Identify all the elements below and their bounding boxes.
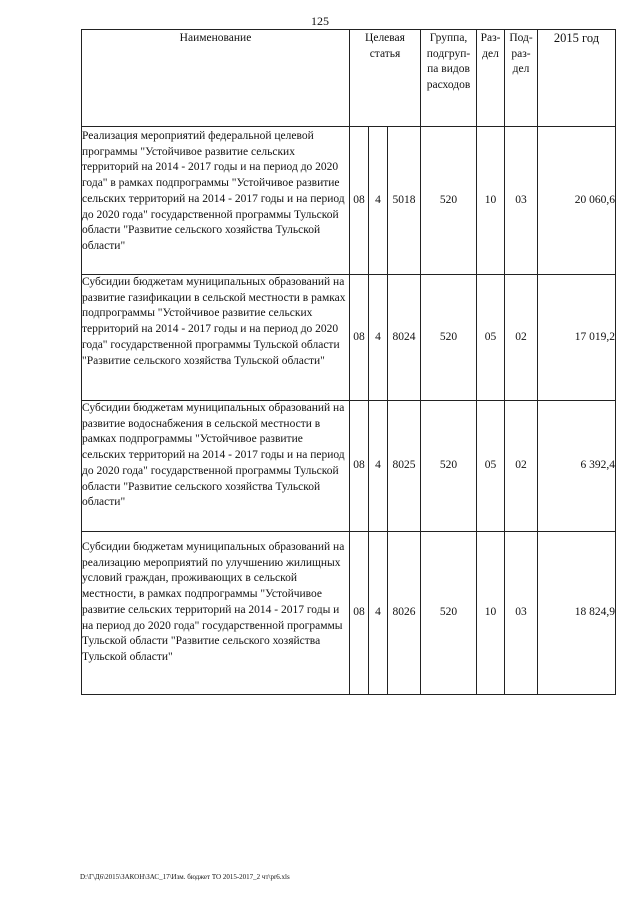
- row-article-part3: 5018: [388, 127, 421, 275]
- row-amount: 6 392,4: [538, 401, 616, 532]
- table-row: [82, 127, 616, 275]
- budget-table: [81, 29, 616, 695]
- row-section: 10: [477, 532, 505, 695]
- row-article-part3: 8024: [388, 275, 421, 401]
- row-article-part3: 8026: [388, 532, 421, 695]
- row-article-part2: 4: [369, 532, 388, 695]
- page-number: 125: [311, 14, 329, 28]
- row-article-part3: 8025: [388, 401, 421, 532]
- row-name: Реализация мероприятий федеральной целевой программы "Устойчивое развитие сельских территорий на 2014 - 2017 годы и на период до 2020 года" в рамках подпрограммы "Устойчивое развитие сельских территорий на 2014 - 2017 годы и на период до 2020 года" государственной программы Тульской области "Развитие сельского хозяйства Тульской области": [82, 127, 350, 275]
- file-path-footer: D:\Г\Д6\2015\ЗАКОН\ЗАС_17\Изм. бюджет ТО 2015-2017_2 чт\pr6.xls: [80, 873, 290, 881]
- row-article-part2: 4: [369, 275, 388, 401]
- row-subsection: 03: [505, 532, 538, 695]
- table-row: [82, 275, 616, 401]
- row-section: 10: [477, 127, 505, 275]
- row-article-part1: 08: [350, 127, 369, 275]
- header-target-article: Целевая статья: [350, 30, 421, 127]
- row-section: 05: [477, 401, 505, 532]
- header-expense-group: Группа, подгруп- па видов расходов: [421, 30, 477, 127]
- row-article-part1: 08: [350, 275, 369, 401]
- row-name: Субсидии бюджетам муниципальных образований на реализацию мероприятий по улучшению жилищных условий граждан, проживающих в сельской местности, в рамках подпрограммы "Устойчивое развитие сельских территорий на 2014 - 2017 годы и на период до 2020 года" государственной программы Тульской области "Развитие сельского хозяйства Тульской области": [82, 532, 350, 695]
- row-expense-group: 520: [421, 532, 477, 695]
- header-section: Раз- дел: [477, 30, 505, 127]
- header-name: Наименование: [82, 30, 350, 127]
- row-section: 05: [477, 275, 505, 401]
- row-name: Субсидии бюджетам муниципальных образований на развитие газификации в сельской местности в рамках подпрограммы "Устойчивое развитие сельских территорий на 2014 - 2017 годы и на период до 2020 года" государственной программы Тульской области "Развитие сельского хозяйства Тульской области": [82, 275, 350, 401]
- row-amount: 18 824,9: [538, 532, 616, 695]
- row-article-part2: 4: [369, 401, 388, 532]
- row-subsection: 03: [505, 127, 538, 275]
- table-row: [82, 401, 616, 532]
- row-expense-group: 520: [421, 127, 477, 275]
- row-expense-group: 520: [421, 401, 477, 532]
- row-subsection: 02: [505, 275, 538, 401]
- row-article-part1: 08: [350, 401, 369, 532]
- table-row: [82, 532, 616, 695]
- table-header-row: [82, 30, 616, 127]
- header-subsection: Под- раз- дел: [505, 30, 538, 127]
- row-amount: 17 019,2: [538, 275, 616, 401]
- row-article-part1: 08: [350, 532, 369, 695]
- row-amount: 20 060,6: [538, 127, 616, 275]
- row-expense-group: 520: [421, 275, 477, 401]
- header-year: 2015 год: [538, 30, 616, 127]
- row-subsection: 02: [505, 401, 538, 532]
- row-article-part2: 4: [369, 127, 388, 275]
- row-name: Субсидии бюджетам муниципальных образований на развитие водоснабжения в сельской местности в рамках подпрограммы "Устойчивое развитие сельских территорий на 2014 - 2017 годы и на период до 2020 года" государственной программы Тульской области "Развитие сельского хозяйства Тульской области": [82, 401, 350, 532]
